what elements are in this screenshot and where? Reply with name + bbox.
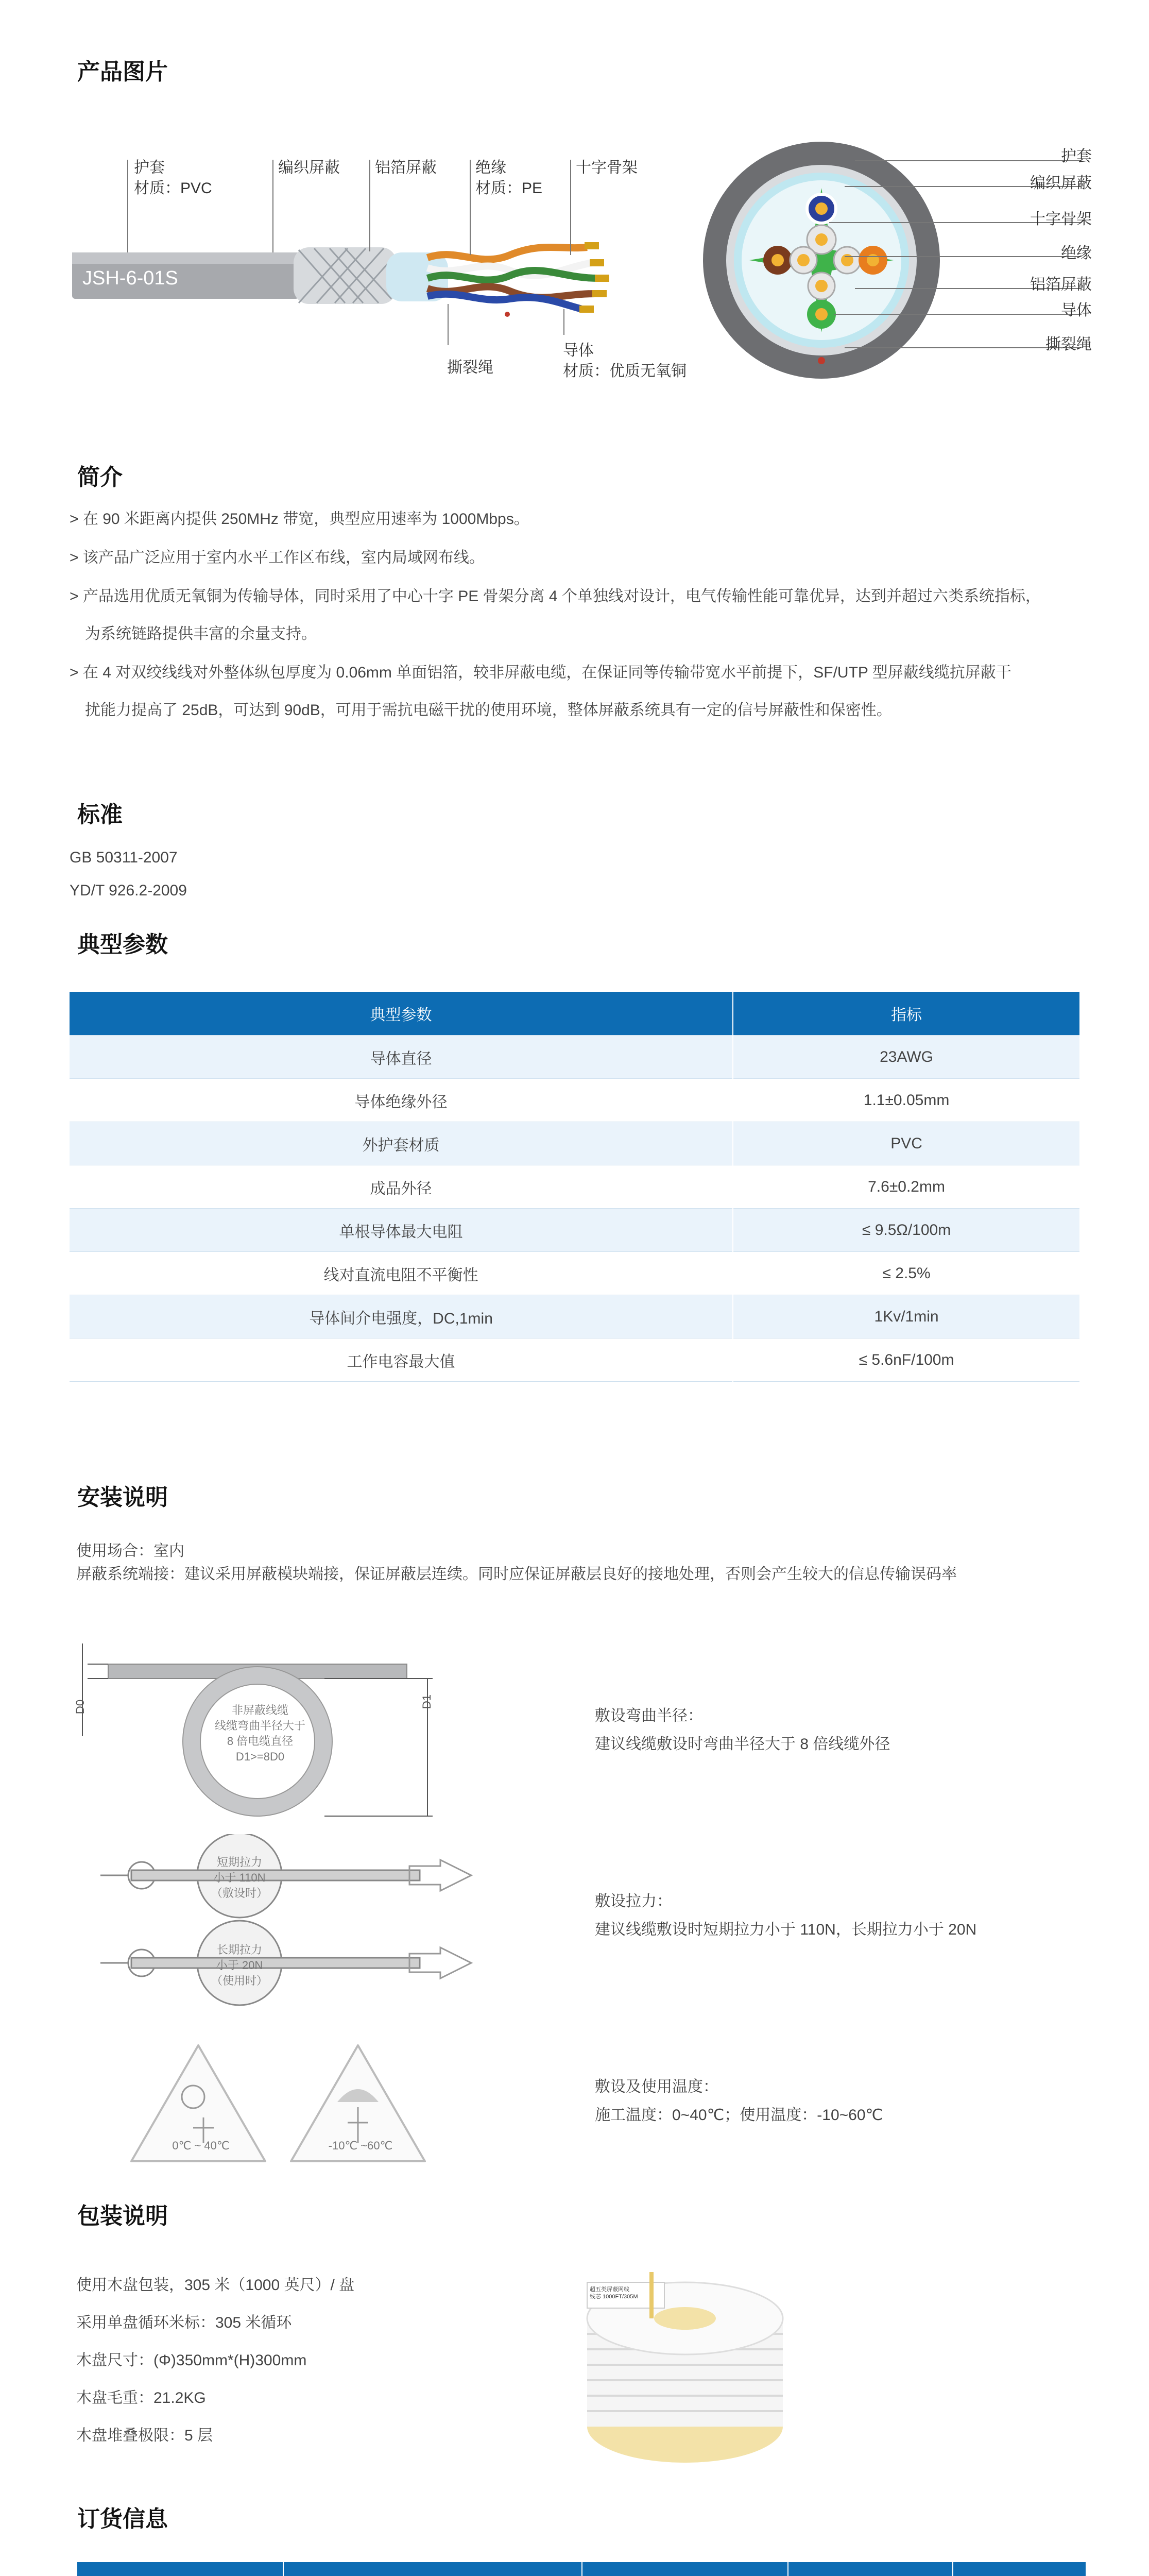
param-name: 外护套材质 bbox=[70, 1122, 733, 1165]
temp-range-1: 0℃ ~ 40℃ bbox=[172, 2139, 230, 2152]
temp-range-2: -10℃ ~60℃ bbox=[328, 2139, 393, 2152]
table-row bbox=[70, 1036, 1079, 1079]
cable-model-label: JSH-6-01S bbox=[82, 267, 178, 289]
pull-force-diagram bbox=[90, 1834, 492, 2009]
intro-line-5: > 在 4 对双绞线线对外整体纵包厚度为 0.06mm 单面铝箔，较非屏蔽电缆，在保证同等传输带宽水平前提下，SF/UTP 型屏蔽线缆抗屏蔽干 bbox=[70, 664, 1011, 681]
param-value: ≤ 9.5Ω/100m bbox=[733, 1209, 1079, 1252]
install-usage: 使用场合：室内 bbox=[76, 1543, 184, 1560]
section-title-params: 典型参数 bbox=[77, 932, 168, 957]
label-insulation: 绝缘 bbox=[475, 159, 506, 176]
xs-label-braid: 编织屏蔽 bbox=[1030, 175, 1092, 192]
xs-label-rip: 撕裂绳 bbox=[1045, 336, 1092, 353]
label-conductor: 导体 bbox=[563, 342, 594, 359]
label-braid: 编织屏蔽 bbox=[278, 159, 340, 176]
param-name: 导体间介电强度，DC,1min bbox=[70, 1295, 733, 1338]
install-termination: 屏蔽系统端接：建议采用屏蔽模块端接，保证屏蔽层连续。同时应保证屏蔽层良好的接地处理，否则会产生较大的信息传输误码率 bbox=[76, 1566, 957, 1583]
temp-text: 施工温度：0~40℃；使用温度：-10~60℃ bbox=[595, 2107, 883, 2124]
section-title-product-pictures: 产品图片 bbox=[77, 59, 168, 84]
intro-line-4: 为系统链路提供丰富的余量支持。 bbox=[85, 625, 317, 642]
param-value: 1.1±0.05mm bbox=[733, 1079, 1079, 1122]
order-header-package bbox=[788, 2562, 953, 2576]
param-value: 1Kv/1min bbox=[733, 1295, 1079, 1338]
params-header-param: 典型参数 bbox=[70, 992, 733, 1036]
intro-line-6: 扰能力提高了 25dB，可达到 90dB，可用于需抗电磁干扰的使用环境，整体屏蔽系统具有一定的信号屏蔽性和保密性。 bbox=[85, 702, 892, 719]
order-table bbox=[77, 2562, 1086, 2576]
temp-title: 敷设及使用温度： bbox=[595, 2078, 718, 2095]
label-foil: 铝箔屏蔽 bbox=[375, 159, 437, 176]
order-header-spec bbox=[582, 2562, 788, 2576]
packaging-line-2: 采用单盘循环米标：305 米循环 bbox=[76, 2314, 292, 2331]
bend-diagram-text: 非屏蔽线缆 线缆弯曲半径大于 8 倍电缆直径 D1>=8D0 bbox=[214, 1704, 305, 1763]
temperature-diagram bbox=[126, 2040, 445, 2174]
bend-text: 建议线缆敷设时弯曲半径大于 8 倍线缆外径 bbox=[595, 1736, 890, 1753]
xs-label-jacket: 护套 bbox=[1061, 148, 1092, 165]
label-insulation-material: 材质：PE bbox=[475, 180, 543, 197]
pull-text: 建议线缆敷设时短期拉力小于 110N，长期拉力小于 20N bbox=[595, 1921, 977, 1938]
params-table bbox=[70, 992, 1079, 1382]
standard-item-1: GB 50311-2007 bbox=[70, 849, 178, 866]
order-header-name bbox=[283, 2562, 582, 2576]
label-rip: 撕裂绳 bbox=[447, 359, 493, 376]
param-name: 工作电容最大值 bbox=[70, 1338, 733, 1382]
label-jacket-material: 材质：PVC bbox=[134, 180, 212, 197]
param-value: ≤ 5.6nF/100m bbox=[733, 1338, 1079, 1382]
packaging-line-1: 使用木盘包装，305 米（1000 英尺）/ 盘 bbox=[76, 2277, 355, 2294]
xs-label-cross: 十字骨架 bbox=[1030, 211, 1092, 228]
table-row bbox=[70, 1165, 1079, 1209]
param-name: 成品外径 bbox=[70, 1165, 733, 1209]
order-header-color bbox=[953, 2562, 1086, 2576]
short-pull-text: 短期拉力 小于 110N （敷设时） bbox=[211, 1856, 268, 1900]
params-header-value: 指标 bbox=[733, 992, 1079, 1036]
table-row bbox=[70, 1338, 1079, 1382]
label-jacket: 护套 bbox=[134, 159, 165, 176]
pull-title: 敷设拉力： bbox=[595, 1893, 672, 1910]
intro-line-1: > 在 90 米距离内提供 250MHz 带宽，典型应用速率为 1000Mbps。 bbox=[70, 511, 529, 528]
table-row bbox=[70, 1122, 1079, 1165]
section-title-install: 安装说明 bbox=[77, 1485, 168, 1510]
section-title-intro: 简介 bbox=[77, 465, 123, 490]
spool-tag: 超五类屏蔽网线 线芯 1000FT/305M bbox=[590, 2286, 638, 2300]
intro-line-2: > 该产品广泛应用于室内水平工作区布线，室内局域网布线。 bbox=[70, 549, 485, 566]
order-header-model bbox=[77, 2562, 283, 2576]
section-title-order: 订货信息 bbox=[77, 2506, 168, 2532]
table-row bbox=[70, 1209, 1079, 1252]
packaging-line-5: 木盘堆叠极限：5 层 bbox=[76, 2427, 213, 2444]
bend-title: 敷设弯曲半径： bbox=[595, 1707, 703, 1724]
param-name: 导体绝缘外径 bbox=[70, 1079, 733, 1122]
packaging-line-4: 木盘毛重：21.2KG bbox=[76, 2389, 206, 2406]
label-conductor-material: 材质：优质无氧铜 bbox=[563, 363, 687, 380]
param-value: ≤ 2.5% bbox=[733, 1252, 1079, 1295]
section-title-packaging: 包装说明 bbox=[77, 2204, 168, 2229]
param-name: 导体直径 bbox=[70, 1036, 733, 1079]
xs-label-insulation: 绝缘 bbox=[1061, 245, 1092, 262]
param-name: 单根导体最大电阻 bbox=[70, 1209, 733, 1252]
d0-label: D0 bbox=[74, 1699, 87, 1715]
params-header-row bbox=[70, 992, 1079, 1036]
section-title-standard: 标准 bbox=[77, 802, 123, 827]
table-row bbox=[70, 1295, 1079, 1338]
standard-item-2: YD/T 926.2-2009 bbox=[70, 882, 187, 899]
table-row bbox=[70, 1079, 1079, 1122]
table-row bbox=[70, 1252, 1079, 1295]
d1-label: D1 bbox=[420, 1694, 434, 1709]
param-value: 23AWG bbox=[733, 1036, 1079, 1079]
param-value: 7.6±0.2mm bbox=[733, 1165, 1079, 1209]
xs-label-foil: 铝箔屏蔽 bbox=[1030, 276, 1092, 293]
label-cross: 十字骨架 bbox=[576, 159, 638, 176]
param-name: 线对直流电阻不平衡性 bbox=[70, 1252, 733, 1295]
order-header-row bbox=[77, 2562, 1086, 2576]
xs-label-conductor: 导体 bbox=[1061, 302, 1092, 319]
param-value: PVC bbox=[733, 1122, 1079, 1165]
intro-line-3: > 产品选用优质无氧铜为传输导体，同时采用了中心十字 PE 骨架分离 4 个单独线对设计，电气传输性能可靠优异，达到并超过六类系统指标， bbox=[70, 588, 1041, 605]
long-pull-text: 长期拉力 小于 20N （使用时） bbox=[211, 1943, 268, 1987]
packaging-line-3: 木盘尺寸：(Φ)350mm*(H)300mm bbox=[76, 2352, 307, 2369]
